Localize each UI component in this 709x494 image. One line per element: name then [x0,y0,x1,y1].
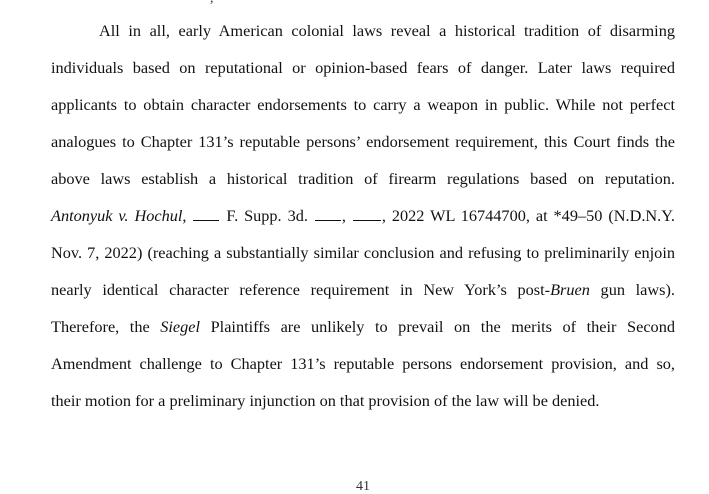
paragraph-line-6-citation [51,206,675,226]
paragraph-line-8 [51,280,675,300]
paragraph-line-4: analogues to Chapter 131’s reputable persons’ endorsement requirement, this Court finds the [51,132,675,151]
paragraph-line-2: individuals based on reputational or opinion-based fears of danger. Later laws required [51,58,675,77]
citation-separator-2: , [341,206,346,225]
line-8-text-before: nearly identical character reference requirement in New York’s post- [51,280,551,299]
citation-blank-pin [353,208,381,221]
paragraph-line-10: Amendment challenge to Chapter 131’s reputable persons endorsement provision, and so, [51,354,675,373]
line-9-text-after: Plaintiffs are unlikely to prevail on the merits of their Second [200,317,675,336]
top-fragment [210,0,214,4]
paragraph-line-3: applicants to obtain character endorsements to carry a weapon in public. While not perfect [51,95,675,114]
case-ref-siegel: Siegel [160,317,201,336]
citation-separator-1: , [182,206,187,225]
page-number: 41 [356,479,370,494]
citation-reporter: F. Supp. 3d. [226,206,308,225]
paragraph-line-5: above laws establish a historical tradition of firearm regulations based on reputation. [51,169,675,188]
line-9-text-before: Therefore, the [51,317,161,336]
paragraph-line-9 [51,317,675,337]
case-name: Antonyuk v. Hochul [51,206,183,225]
paragraph-line-7: Nov. 7, 2022) (reaching a substantially similar conclusion and refusing to preliminarily enjoin [51,243,675,262]
case-ref-bruen: Bruen [550,280,590,299]
citation-remainder: , 2022 WL 16744700, at *49–50 (N.D.N.Y. [381,206,675,225]
citation-blank-page [315,208,341,221]
paragraph-line-1: All in all, early American colonial laws reveal a historical tradition of disarming [99,21,675,40]
citation-blank-volume [193,208,219,221]
paragraph-line-11: their motion for a preliminary injunction on that provision of the law will be denied. [51,391,600,410]
line-8-text-after: gun laws). [589,280,675,299]
